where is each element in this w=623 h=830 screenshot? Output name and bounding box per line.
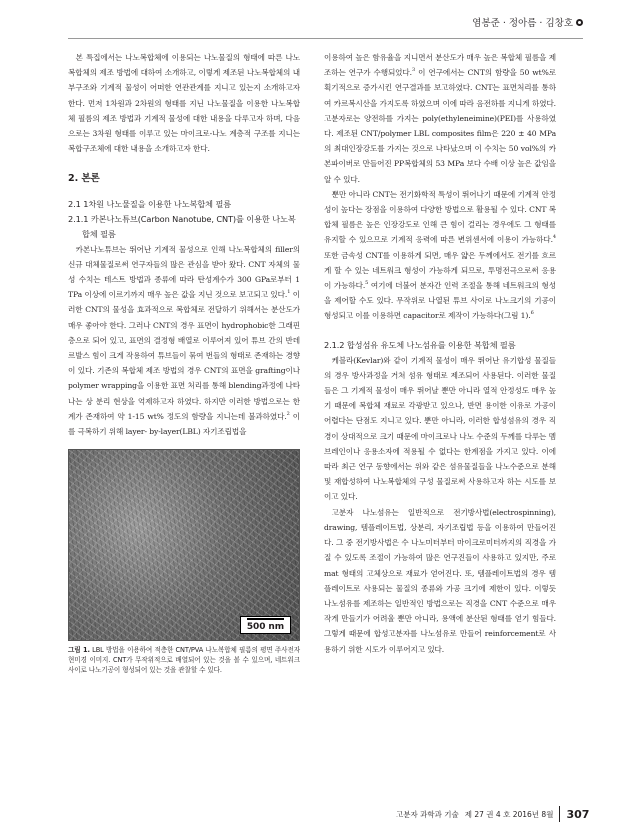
paragraph-text: 카본나노튜브는 뛰어난 기계적 물성으로 인해 나노복합체의 filler의 신규 대체물질로써 연구자들의 많은 관심을 받아 왔다. CNT 자체의 물성 수치는 테스트 방법과 종류에 따라 탄성계수가 300 GPa로부터 1 TPa 이상에 이르기까지 매우 높은 값을 지닌 것으로 보고되고 있다.	[68, 244, 300, 300]
right-column	[324, 50, 556, 657]
section-title: 2. 본론	[68, 173, 100, 185]
body-paragraph: 고분자 나노섬유는 일반적으로 전기방사법(electrospinning), drawing, 템플레이트법, 상분리, 자기조립법 등을 이용하여 만들어진다. 그 중 전기방사법은 수 나노미터부터 마이크로미터까지의 직경을 가질 수 있도록 조절이 가능하여 많은 연구진들이 사용하고 있지만, 주로 mat 형태의 고체상으로 재료가 얻어진다. 또, 템플레이트법의 경우 템플레이트로 사용되는 물질의 종류와 가공 크기에 제한이 있다. 이렇듯 나노섬유를 제조하는 일반적인 방법으로는 직경을 CNT 수준으로 매우 작게 만들기가 어려울 뿐만 아니라, 용액에 분산된 형태를 얻기 힘들다. 그렇게 때문에 합성고분자를 나노섬유로 만들어 reinforcement로 사용하기 위한 시도가 이루어지고 있다.	[324, 507, 556, 654]
sem-image	[68, 449, 300, 641]
journal-name: 고분자 과학과 기술	[396, 809, 459, 819]
body-paragraph	[324, 187, 556, 324]
footer-divider	[559, 806, 560, 822]
figure-caption	[68, 645, 300, 675]
header-divider	[68, 38, 583, 39]
scale-bar-line	[247, 618, 284, 620]
paragraph-text: 이러한 CNT의 물성을 효과적으로 복합체로 전달하기 위해서는 분산도가 매우 좋아야 한다. 그러나 CNT의 경우 표면이 hydrophobic한 그래핀 층으로 되어 있고, 표면의 결정형 배열로 이루어져 있어 튜브 간의 반데르발스 힘이 크게 작용하여 튜브들이 묶여 번들의 형태로 존재하는 경향이 있다. 기존의 복합체 제조 방법의 경우 CNT의 표면을 grafting이나 polymer wrapping을 이용한 표면 처리를 통해 blending과정에 나타나는 상 분리 현상을 억제하고자 하였다. 하지만 이러한 방법으로는 한계가 존재하여 약 1-15 wt% 정도의 함량을 지니는데 불과하였다.	[68, 290, 300, 421]
paragraph-text: 이를 극복하기 위해 layer- by-layer(LBL) 자기조립법을	[68, 411, 300, 437]
intro-paragraph: 본 특집에서는 나노복합체에 이용되는 나노물질의 형태에 따른 나노복합체의 제조 방법에 대하여 소개하고, 이렇게 제조된 나노복합체의 내부구조와 기계적 물성이 어떠한 연관관계를 지니고 있는지 소개하고자 한다. 먼저 1차원과 2차원의 형태를 지닌 나노물질을 이용한 나노복합체 필름의 제조 방법과 기계적 물성에 대한 내용을 다루고자 하며, 다음으로는 3차원 형태를 이루고 있는 마이크로-나노 계층적 구조를 지니는 복합구조체에 대한 내용을 소개하고자 한다.	[68, 53, 300, 154]
reference-mark: 4	[552, 234, 556, 241]
page-footer	[396, 806, 589, 822]
paragraph-text: 뿐만 아니라 CNT는 전기화학적 특성이 뛰어나기 때문에 기계적 안정성이 높다는 장점을 이용하여 다양한 방법으로 활용될 수 있다. CNT 복합체 필름은 높은 인장강도로 인해 큰 힘이 걸리는 경우에도 그 형태를 유지할 수 있으므로 기계적 응력에 따른 변위센서에 이용이 가능하다.	[324, 189, 556, 245]
page-number: 307	[566, 807, 590, 821]
reference-mark: 6	[530, 310, 534, 317]
paragraph-text: 또한 금속성 CNT를 이용하게 되면, 매우 얇은 두께에서도 전기를 흐르게 할 수 있는 네트워크 형성이 가능하게 되므로, 투명전극으로써 응용이 가능하다.	[324, 250, 556, 291]
body-paragraph	[68, 242, 300, 440]
subsection-title: 2.1 1차원 나노물질을 이용한 나노복합체 필름	[68, 198, 232, 209]
running-header	[472, 15, 583, 29]
caption-label: 그림 1.	[68, 646, 90, 655]
reference-mark: 5	[365, 280, 369, 287]
body-paragraph: 케블라(Kevlar)와 같이 기계적 물성이 매우 뛰어난 유기합성 물질들의 경우 방사과정을 거쳐 섬유 형태로 제조되어 사용된다. 이러한 물질들은 그 기계적 물성이 매우 뛰어날 뿐만 아니라 열적 안정성도 매우 높기 때문에 복합체 재료로 각광받고 있으나, 반면 용이한 이유로 가공이 어렵다는 단점도 지니고 있다. 뿐만 아니라, 이러한 합성섬유의 경우 직경이 상대적으로 크기 때문에 마이크로나 나노 수준의 두께를 다루는 멤브레인이나 응용소자에 적용될 수 없다는 한계점을 가지고 있다. 이에 따라 최근 연구 동향에서는 위와 같은 섬유물질들을 나노수준으로 분해 및 재합성하여 나노복합체의 구성 물질로써 사용하고자 하는 시도를 보이고 있다.	[324, 355, 556, 502]
caption-text: LBL 방법을 이용하여 적층한 CNT/PVA 나노복합체 필름의 평면 주사전자현미경 이미지. CNT가 무작위적으로 배열되어 있는 것을 볼 수 있으며, 네트워크 사이로 나노기공이 형성되어 있는 것을 관찰할 수 있다.	[68, 646, 300, 675]
scale-bar-label: 500 nm	[246, 622, 284, 633]
reference-mark: 1	[287, 289, 291, 296]
header-authors: 염봉준 · 정아름 · 김창호	[472, 18, 573, 29]
paragraph-text: 이 연구에서는 CNT의 함량을 50 wt%로 획기적으로 증가시킨 연구결과를 보고하였다. CNT는 표면처리를 통하여 카르복시산을 가지도록 하였으며 이에 따라 음전하를 지니게 하였다. 고분자로는 양전하를 가지는 poly(ethyleneimine)(PEI)를 사용하였다. 제조된 CNT/polymer LBL composites film은 220 ± 40 MPa의 최대인장강도를 가지는 것으로 나타났으며 이 수치는 50 vol%의 카본파이버로 만들어진 PP복합체의 53 MPa 보다 수배 이상 높은 값임을 알 수 있다.	[324, 68, 556, 184]
paragraph-text: 여기에 더불어 분자간 인력 조절을 통해 네트워크의 형성을 제어할 수도 있다. 무작위로 나열된 튜브 사이로 나노크기의 기공이 형성되고 이를 이용하면 capacitor로 제작이 가능하다(그림 1).	[324, 281, 556, 321]
reference-mark: 2	[286, 410, 290, 417]
scale-bar	[240, 616, 291, 634]
circle-icon	[576, 19, 583, 26]
subsubsection-title: 2.1.1 카본나노튜브(Carbon Nanotube, CNT)를 이용한 나노복합체 필름	[68, 213, 296, 239]
reference-mark: 3	[411, 67, 416, 74]
subsubsection-title: 2.1.2 합성섬유 유도체 나노섬유를 이용한 복합체 필름	[324, 339, 516, 350]
paragraph-text: 이용하여 높은 함유율을 지니면서 분산도가 매우 높은 복합체 필름을 제조하는 연구가 수행되었다.	[324, 53, 556, 78]
body-paragraph	[324, 50, 556, 187]
left-column	[68, 50, 300, 675]
journal-issue: 제 27 권 4 호 2016년 8월	[464, 809, 554, 819]
